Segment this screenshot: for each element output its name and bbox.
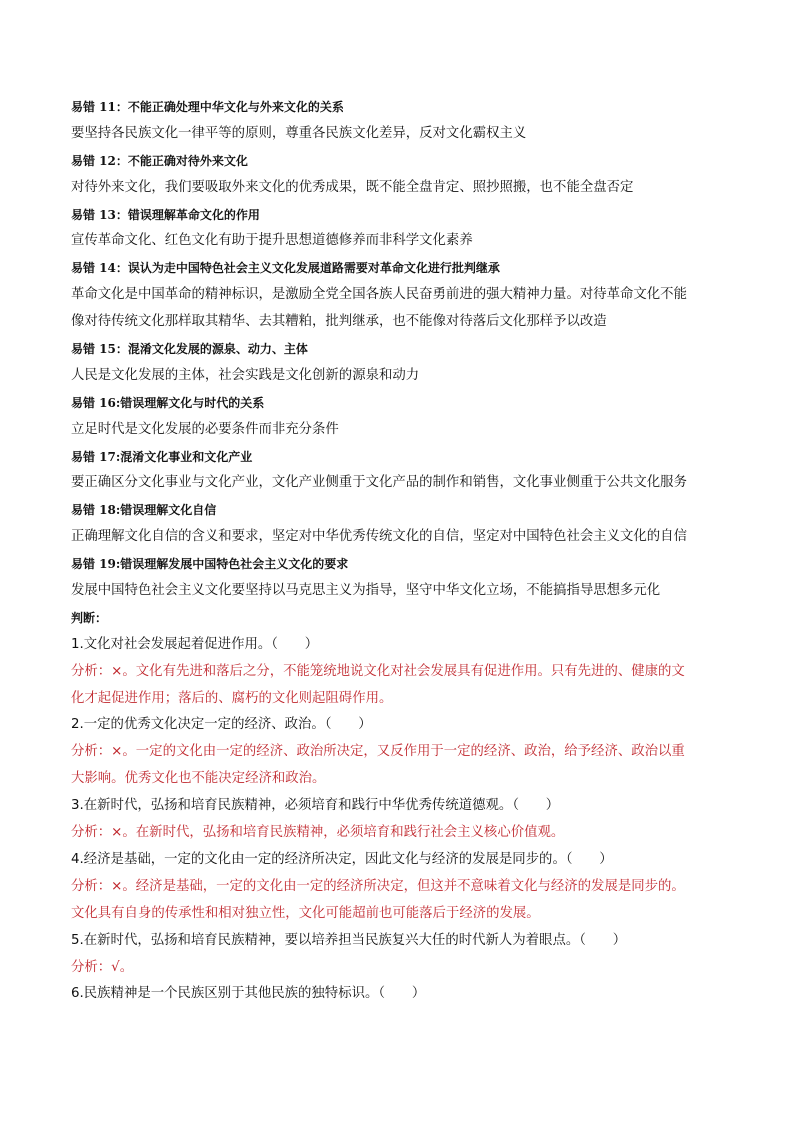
error-section [71, 94, 727, 605]
error-explanation: 宣传革命文化、红色文化有助于提升思想道德修养而非科学文化素养 [71, 233, 473, 249]
error-explanation: 立足时代是文化发展的必要条件而非充分条件 [71, 421, 339, 437]
error-heading: 易错 16:错误理解文化与时代的关系 [71, 395, 265, 410]
error-explanation: 革命文化是中国革命的精神标识，是激励全党全国各族人民奋勇前进的强大精神力量。对待革命文化不能 [71, 287, 687, 303]
judgment-analysis: 化才起促进作用；落后的、腐朽的文化则起阻碍作用。 [71, 690, 393, 706]
error-heading: 易错 13：错误理解革命文化的作用 [71, 207, 260, 222]
error-heading: 易错 14：误认为走中国特色社会主义文化发展道路需要对革命文化进行批判继承 [71, 261, 500, 276]
error-explanation: 发展中国特色社会主义文化要坚持以马克思主义为指导，坚守中华文化立场，不能搞指导思想多元化 [71, 583, 661, 599]
judgment-analysis: 分析：√。 [71, 959, 134, 975]
judgment-analysis: 分析：×。文化有先进和落后之分，不能笼统地说文化对社会发展具有促进作用。只有先进的、健康的文 [71, 663, 685, 679]
error-explanation: 正确理解文化自信的含义和要求，坚定对中华优秀传统文化的自信，坚定对中国特色社会主义文化的自信 [71, 529, 687, 545]
judgment-analysis: 分析：×。一定的文化由一定的经济、政治所决定，又反作用于一定的经济、政治，给予经济、政治以重 [71, 744, 685, 760]
judgment-question: 5.在新时代，弘扬和培育民族精神，要以培养担当民族复兴大任的时代新人为着眼点。（ ） [71, 932, 627, 948]
error-explanation: 像对待传统文化那样取其精华、去其糟粕，批判继承，也不能像对待落后文化那样予以改造 [71, 314, 607, 330]
judgment-question: 4.经济是基础，一定的文化由一定的经济所决定，因此文化与经济的发展是同步的。（ ） [71, 851, 613, 867]
error-heading: 易错 15：混淆文化发展的源泉、动力、主体 [71, 342, 308, 357]
judgment-analysis: 分析：×。在新时代，弘扬和培育民族精神，必须培育和践行社会主义核心价值观。 [71, 825, 565, 841]
error-explanation: 对待外来文化，我们要吸取外来文化的优秀成果，既不能全盘肯定、照抄照搬，也不能全盘否定 [71, 179, 634, 195]
judgment-analysis: 大影响。优秀文化也不能决定经济和政治。 [71, 771, 326, 787]
judgment-question: 1.文化对社会发展起着促进作用。（ ） [71, 636, 319, 652]
error-heading: 易错 12：不能正确对待外来文化 [71, 153, 248, 168]
judgment-question: 2.一定的优秀文化决定一定的经济、政治。（ ） [71, 717, 372, 733]
judgment-title: 判断： [71, 610, 108, 625]
judgment-analysis: 文化具有自身的传承性和相对独立性，文化可能超前也可能落后于经济的发展。 [71, 905, 540, 921]
judgment-analysis: 分析：×。经济是基础，一定的文化由一定的经济所决定，但这并不意味着文化与经济的发展是同步的。 [71, 878, 685, 894]
error-explanation: 要坚持各民族文化一律平等的原则，尊重各民族文化差异，反对文化霸权主义 [71, 125, 527, 141]
judgment-question: 3.在新时代，弘扬和培育民族精神，必须培育和践行中华优秀传统道德观。（ ） [71, 798, 560, 814]
error-heading: 易错 18:错误理解文化自信 [71, 503, 217, 518]
document-page [71, 94, 727, 1008]
judgment-section [71, 605, 727, 1008]
error-heading: 易错 19:错误理解发展中国特色社会主义文化的要求 [71, 557, 349, 572]
error-heading: 易错 11：不能正确处理中华文化与外来文化的关系 [71, 100, 344, 114]
error-heading: 易错 17:混淆文化事业和文化产业 [71, 449, 253, 464]
judgment-question: 6.民族精神是一个民族区别于其他民族的独特标识。（ ） [71, 986, 426, 1002]
error-explanation: 人民是文化发展的主体，社会实践是文化创新的源泉和动力 [71, 367, 420, 383]
error-explanation: 要正确区分文化事业与文化产业，文化产业侧重于文化产品的制作和销售，文化事业侧重于公共文化服务 [71, 475, 687, 491]
